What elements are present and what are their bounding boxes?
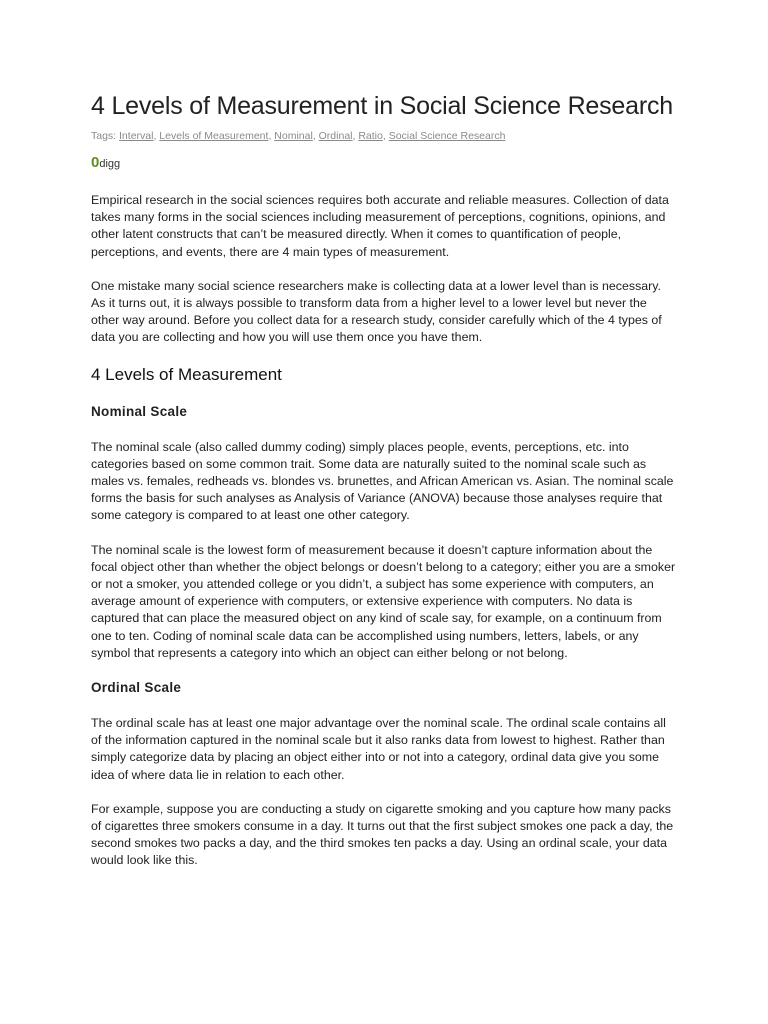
tags-line: Tags: Interval, Levels of Measurement, Nominal, Ordinal, Ratio, Social Science Research	[91, 130, 506, 142]
digg-count: 0	[91, 154, 100, 171]
intro-paragraph: Empirical research in the social sciences requires both accurate and reliable measures. Collection of data takes many forms in the social sciences including measurement of perceptions, cognitions, opinions, and other latent constructs that can’t be measured directly. When it comes to quantification of people, perceptions, and events, there are 4 main types of measurement.	[91, 193, 669, 259]
digg-label: digg	[99, 158, 121, 170]
tag-link-ratio[interactable]: Ratio	[358, 130, 383, 142]
tag-link-interval[interactable]: Interval	[119, 130, 154, 142]
tag-link-ordinal[interactable]: Ordinal	[318, 130, 353, 142]
page-title: 4 Levels of Measurement in Social Science Research	[91, 92, 673, 120]
section-heading: 4 Levels of Measurement	[91, 364, 282, 384]
nominal-paragraph: The nominal scale is the lowest form of measurement because it doesn’t capture information about the focal object other than whether the object belongs or doesn’t belong to a category; either you are a smoker or not a smoker, you attended college or you didn’t, a subject has some experience with computers, an average amount of experience with computers, or extensive experience with computers. No data is captured that can place the measured object on any kind of scale say, for example, on a continuum from one to ten. Coding of nominal scale data can be accomplished using numbers, letters, labels, or any symbol that represents a category into which an object can either belong or not belong.	[91, 542, 676, 660]
ordinal-paragraph: For example, suppose you are conducting a study on cigarette smoking and you capture how many packs of cigarettes three smokers consume in a day. It turns out that the first subject smokes one pack a day, the second smokes two packs a day, and the third smokes ten packs a day. Using an ordinal scale, your data would look like this.	[91, 801, 674, 868]
digg-widget[interactable]	[91, 155, 678, 172]
tag-link-nominal[interactable]: Nominal	[274, 130, 313, 142]
tag-link-levels-of-measurement[interactable]: Levels of Measurement	[159, 130, 269, 142]
tag-link-social-science-research[interactable]: Social Science Research	[388, 130, 506, 142]
nominal-paragraph: The nominal scale (also called dummy coding) simply places people, events, perceptions, etc. into categories based on some common trait. Some data are naturally suited to the nominal scale such as males vs. females, redheads vs. blondes vs. brunettes, and African American vs. Asian. The nominal scale forms the basis for such analyses as Analysis of Variance (ANOVA) because those analyses require that some category is compared to at least one other category.	[91, 439, 674, 523]
intro-paragraph: One mistake many social science researchers make is collecting data at a lower level than is necessary. As it turns out, it is always possible to transform data from a higher level to a lower level but never the other way around. Before you collect data for a research study, consider carefully which of the 4 types of data you are collecting and how you will use them once you have them.	[91, 278, 662, 345]
ordinal-scale-heading: Ordinal Scale	[91, 680, 182, 696]
tags-label: Tags:	[91, 130, 120, 142]
nominal-scale-heading: Nominal Scale	[91, 403, 188, 419]
ordinal-paragraph: The ordinal scale has at least one major advantage over the nominal scale. The ordinal scale contains all of the information captured in the nominal scale but it also ranks data from lowest to highest. Rather than simply categorize data by placing an object either into or not into a category, ordinal data give you some idea of where data lie in relation to each other.	[91, 716, 666, 782]
